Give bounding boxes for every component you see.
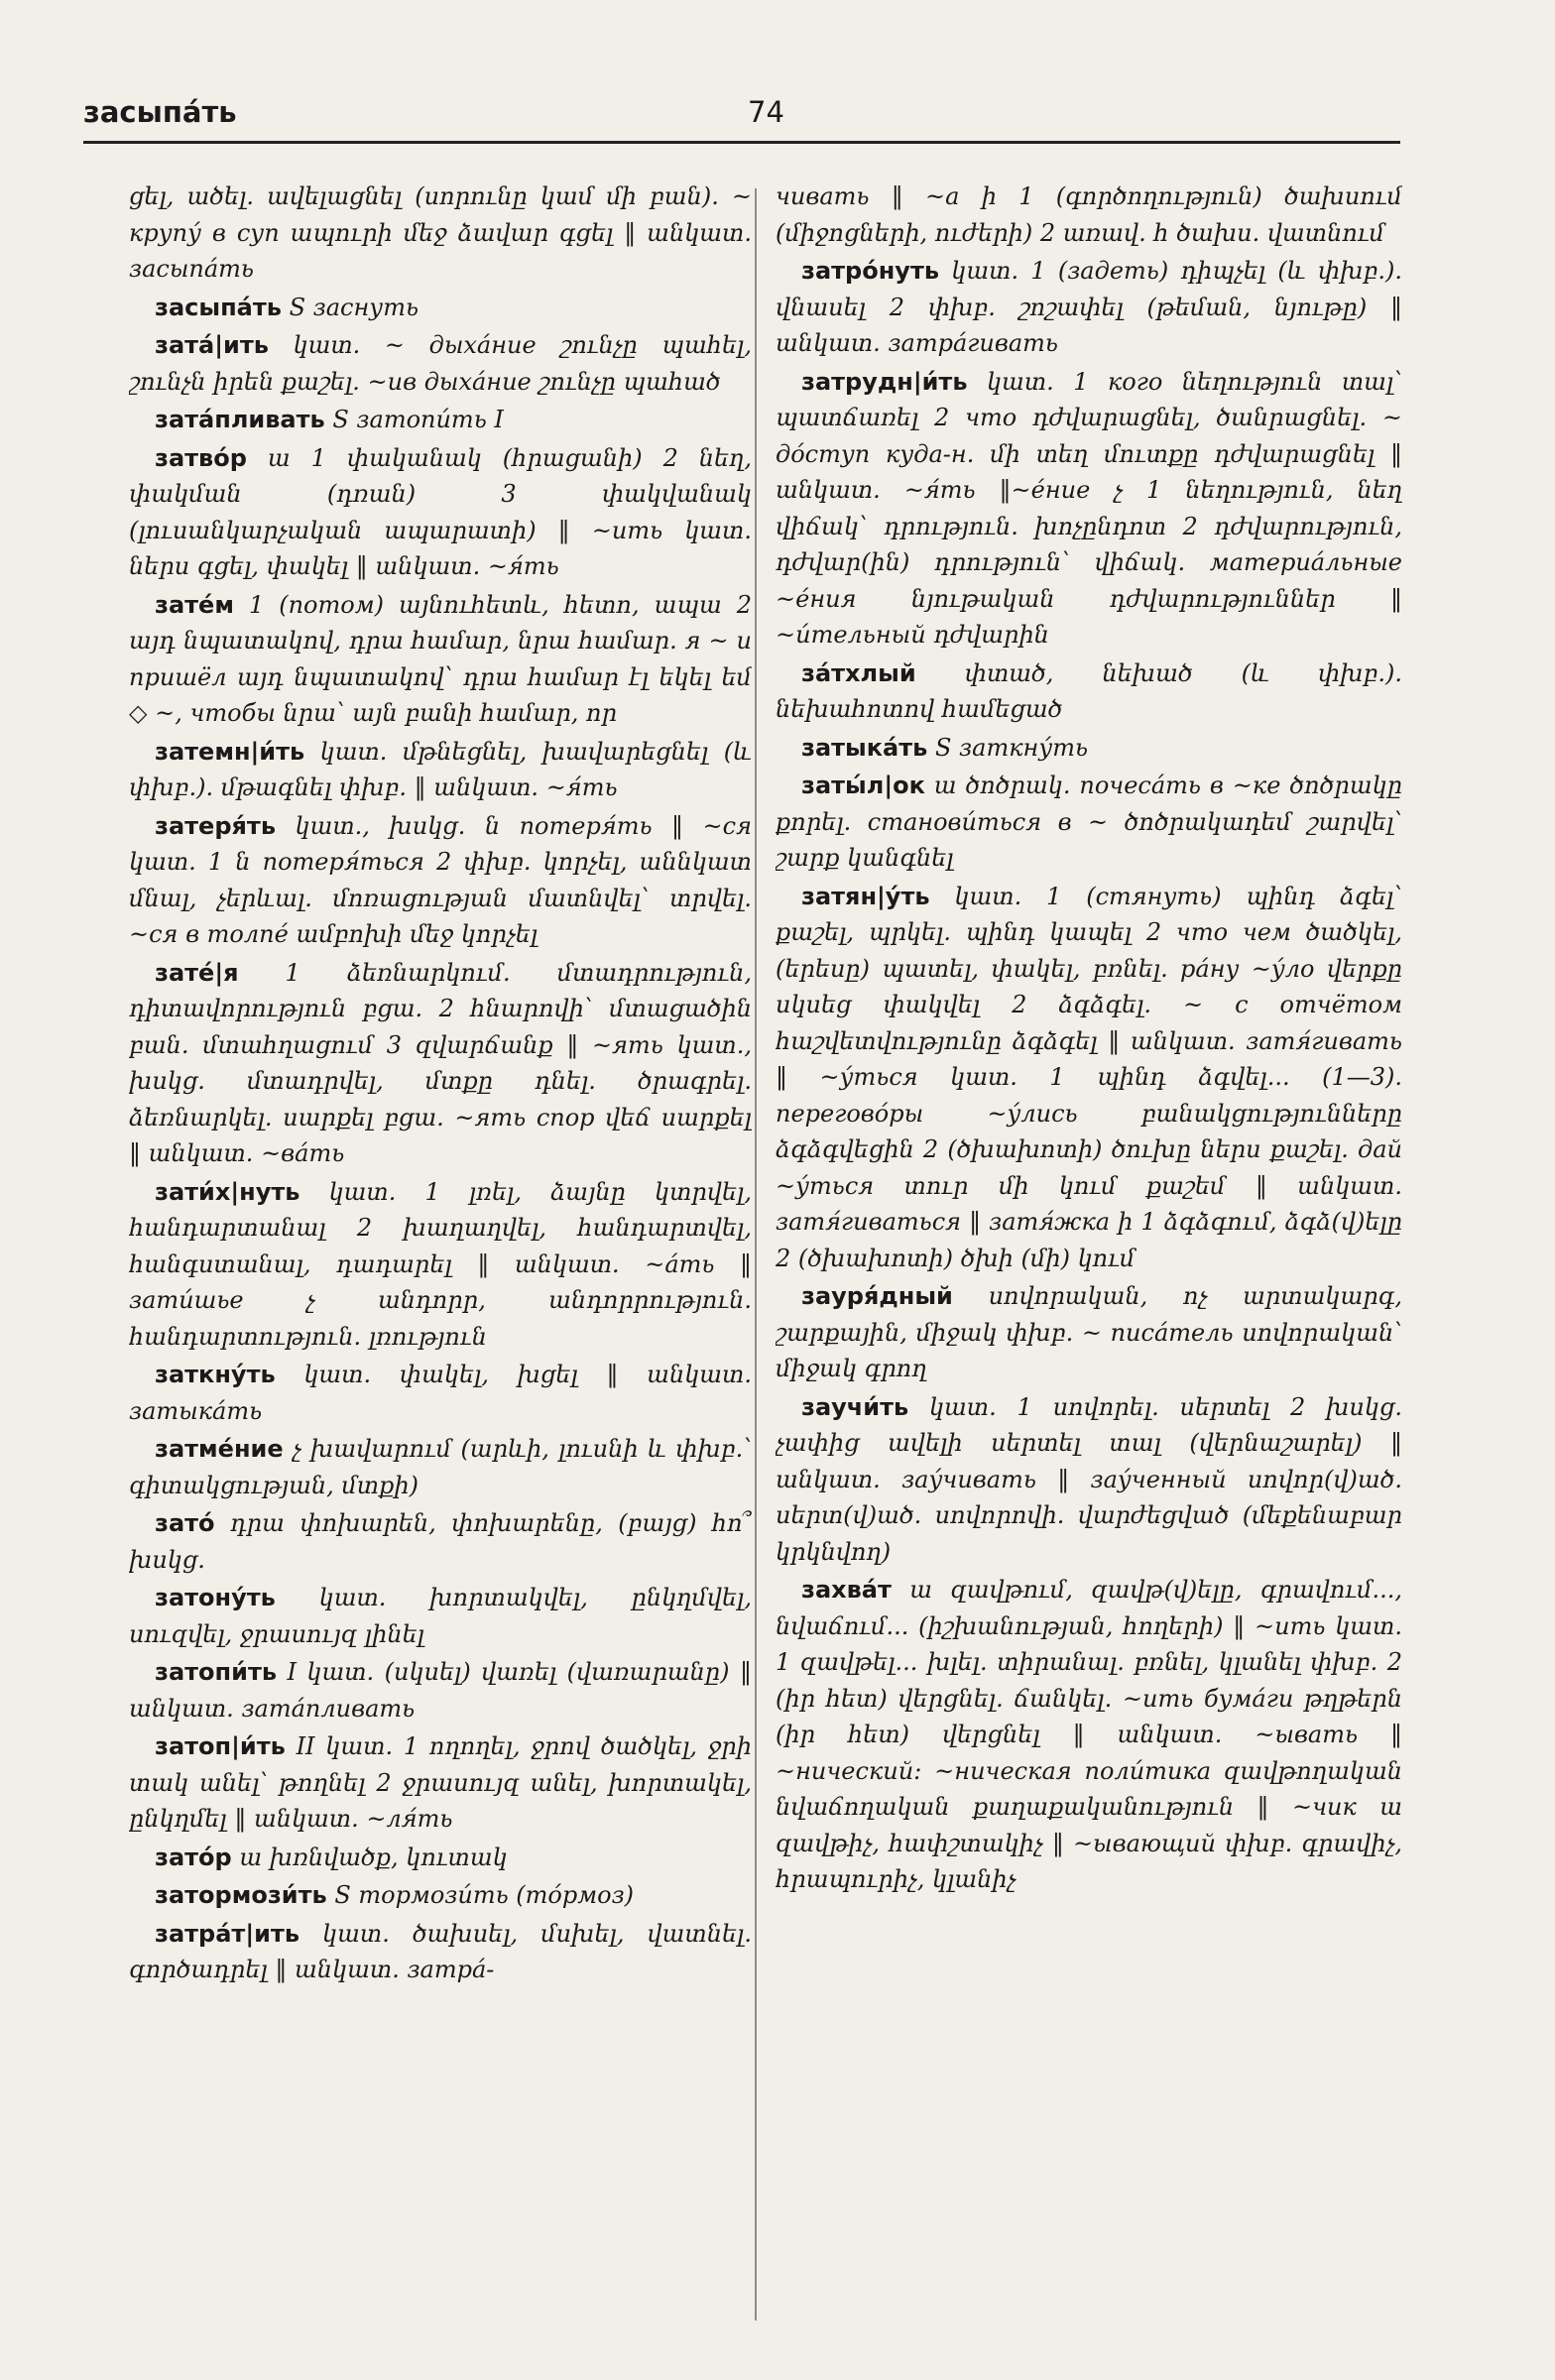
entry-definition: կատ. խորտակվել, ընկղմվել, սուզվել, ջրասույզ լինել [129,1584,752,1648]
entry-definition: S затопи́ть I [332,406,504,433]
dictionary-entry [129,440,752,585]
entry-definition: ա խռնվածք, կուտակ [239,1843,508,1871]
entry-definition: 1 ձեռնարկում. մտադրություն, դիտավորություն բցա. 2 հնարովի՝ մտացածին բան. մտահղացում 3 զվարճանք ‖ ~ять կատ., խսկց. մտադրվել, մտքը դնել. ծրագրել. ձեռնարկել. սարքել բցա. ~ять спор վեճ սարքել ‖ անկատ. ~ва́ть [129,958,752,1167]
dictionary-entry [129,1840,752,1876]
entry-definition: կատ. փակել, խցել ‖ անկատ. затыка́ть [129,1361,752,1425]
entry-headword: затемн|и́ть [155,737,305,766]
entry-definition: կատ. ~ дыха́ние շունչը պահել, շունչն իրեն քաշել. ~ив дыха́ние շունչը պահած [129,331,752,396]
entry-definition: փտած, նեխած (և փխբ.). նեխահոտով համեցած [776,658,1402,723]
entry-definition: կատ. ծախսել, մսխել, վատնել. գործադրել ‖ անկատ. затра́- [129,1919,752,1983]
entry-definition: I կատ. (սկսել) վառել (վառարանը) ‖ անկատ. зата́пливать [129,1658,752,1723]
dictionary-entry [776,730,1402,767]
dictionary-entry [129,327,752,400]
entry-headword: затян|у́ть [801,882,930,910]
dictionary-entry [129,290,752,326]
entry-definition: ա 1 փականակ (հրացանի) 2 նեղ, փակման (դռան) 3 փակվանակ (լուսանկարչական ապարատի) ‖ ~ить կատ. ներս գցել, փակել ‖ անկատ. ~я́ть [129,443,752,580]
entry-headword: зати́х|нуть [155,1177,300,1206]
page-header [83,95,1382,143]
dictionary-entry [129,402,752,438]
entry-headword: затеря́ть [155,811,277,840]
dictionary-entry [129,1877,752,1914]
entry-headword: зато́ [155,1509,215,1537]
entry-headword: зате́м [155,590,234,619]
entry-definition: ա զավթում, զավթ(վ)ելը, գրավում..., նվաճում... (իշխանության, հողերի) ‖ ~ить կատ. 1 զավթել... խլել. տիրանալ. բռնել, կլանել փխբ. 2 (իր հետ) վերցնել. ճանկել. ~ить бума́ги թղթերն (իր հետ) վերցնել ‖ անկատ. ~ывать ‖ ~нический: ~ническая поли́тика զավթողական նվաճողական քաղաքականություն ‖ ~чик ա զավթիչ, հափշտակիչ ‖ ~ывающий փխբ. գրավիչ, հրապուրիչ, կլանիչ [776,1576,1402,1893]
dictionary-entry [129,1505,752,1578]
entry-headword: затормози́ть [155,1881,327,1909]
entry-headword: затоп|и́ть [155,1732,286,1760]
dictionary-entry [776,1572,1402,1898]
entry-headword: заучи́ть [801,1392,909,1421]
entry-headword: затопи́ть [155,1658,278,1686]
entry-definition: կատ. 1 (задеть) դիպչել (և փխբ.). վնասել 2 փխբ. շոշափել (թեման, նյութը) ‖ անկատ. затра́гивать [776,257,1402,357]
dictionary-entry [129,1728,752,1838]
entry-headword: заткну́ть [155,1361,276,1388]
entry-headword: затра́т|ить [155,1919,300,1948]
entry-definition: կատ. մթնեցնել, խավարեցնել (և փխբ.). մթագնել փխբ. ‖ անկատ. ~я́ть [129,737,752,801]
entry-headword: зата́пливать [155,406,325,433]
continued-entry [776,178,1402,251]
dictionary-entry [776,879,1402,1277]
entry-headword: затрудн|и́ть [801,367,968,396]
entry-definition: սովորական, ոչ արտակարգ, շարքային, միջակ փխբ. ~ писа́тель սովորական՝ միջակ գրող [776,1282,1402,1382]
dictionary-entry [129,955,752,1172]
entry-definition: կատ. 1 кого նեղություն տալ՝ պատճառել 2 что դժվարացնել, ծանրացնել. ~ до́ступ куда-н. մի տեղ մուտքը դժվարացնել ‖ անկատ. ~я́ть ‖~е́ние չ 1 նեղություն, նեղ վիճակ՝ դրություն. խոչընդոտ 2 դժվարություն, դժվար(ին) դրություն՝ վիճակ. материа́льные ~е́ния նյութական դժվարություններ ‖ ~и́тельный դժվարին [776,367,1402,649]
entry-headword: зате́|я [155,958,239,987]
entry-headword: зато́р [155,1843,232,1871]
entry-headword: заты́л|ок [801,772,925,799]
dictionary-entry [776,768,1402,877]
entry-headword: захва́т [801,1576,892,1604]
dictionary-entry [129,734,752,806]
entry-headword: за́тхлый [801,658,916,687]
entry-definition: S тормози́ть (то́рмоз) [334,1881,635,1909]
entry-definition: չ խավարում (արևի, լուսնի և փխբ.՝ գիտակցության, մտքի) [129,1435,752,1499]
entry-definition: ա ծոծրակ. почеса́ть в ~ке ծոծրակը քորել. станови́ться в ~ ծոծրակադեմ շարվել՝ շարք կանգնել [776,772,1402,872]
entry-headword: засыпа́ть [155,293,282,321]
entry-headword: зауря́дный [801,1282,953,1310]
dictionary-entry [129,1174,752,1356]
entry-definition: դրա փոխարեն, փոխարենը, (բայց) հո՞ խսկց. [129,1509,752,1574]
dictionary-entry [129,1654,752,1726]
dictionary-entry [129,587,752,732]
entry-headword: затме́ние [155,1435,284,1463]
entry-headword: затво́р [155,443,247,472]
dictionary-entry [776,364,1402,654]
entry-definition: ցել, ածել. ավելացնել (սորունը կամ մի բան). ~ крупу́ в суп ապուրի մեջ ձավար գցել ‖ անկատ. засыпа́ть [129,182,752,283]
page-number: 74 [748,95,784,129]
entry-headword: затро́нуть [801,257,940,285]
right-column [776,178,1402,2320]
dictionary-entry [776,655,1402,728]
dictionary-entry [129,1357,752,1429]
entry-definition: կատ. 1 լռել, ձայնը կտրվել, հանդարտանալ 2 խաղաղվել, հանդարտվել, հանգստանալ, դադարել ‖ անկատ. ~а́ть ‖ зати́шье չ անդորր, անդորրություն. հանդարտություն. լռություն [129,1177,752,1351]
entry-definition: чивать ‖ ~а ի 1 (գործողություն) ծախսում (միջոցների, ուժերի) 2 առավ. հ ծախս. վատնում [776,182,1402,247]
dictionary-entry [129,1580,752,1652]
entry-headword: зата́|ить [155,331,269,359]
entry-definition: 1 (потом) այնուհետև, հետո, ապա 2 այդ նպատակով, դրա համար, նրա համար. я ~ и пришёл այդ նպատակով՝ դրա համար էլ եկել եմ ◇ ~, чтобы նրա՝ այն բանի համար, որ [129,590,752,727]
entry-headword: затону́ть [155,1584,276,1611]
continued-entry [129,178,752,288]
entry-definition: կատ. 1 սովորել. սերտել 2 խսկց. չափից ավելի սերտել տալ (վերնաշարել) ‖ անկատ. зау́чивать ‖ зау́ченный սովոր(վ)ած. սերտ(վ)ած. սովորովի. վարժեցված (մեքենաբար կրկնվող) [776,1392,1402,1566]
column-divider [755,188,757,2320]
entry-definition: S заткну́ть [934,733,1089,762]
entry-definition: կատ. 1 (стянуть) պինդ ձգել՝ քաշել, պրկել. պինդ կապել 2 что чем ծածկել, (երեսը) պատել, փակել, բռնել. ра́ну ~у́ло վերքը սկսեց փակվել 2 ձգձգել. ~ с отчётом հաշվետվությունը ձգձգել ‖ անկատ. затя́гивать ‖ ~у́ться կատ. 1 պինդ ձգվել... (1—3). перегово́ры ~у́лись բանակցությունները ձգձգվեցին 2 (ծխախոտի) ծուխը ներս քաշել. дай ~у́ться տուր մի կում քաշեմ ‖ անկատ. затя́гиваться ‖ затя́жка ի 1 ձգձգում, ձգձ(վ)ելը 2 (ծխախոտի) ծխի (մի) կում [776,882,1402,1272]
dictionary-entry [776,1278,1402,1387]
entry-definition: կատ., խսկց. ն потеря́ть ‖ ~ся կատ. 1 ն потеря́ться 2 փխբ. կորչել, աննկատ մնալ, չերևալ. մոռացության մատնվել՝ տրվել. ~ся в толпе́ ամբոխի մեջ կորչել [129,811,752,948]
left-column [129,178,752,2320]
dictionary-entry [129,1916,752,1988]
dictionary-entry [129,808,752,953]
dictionary-entry [776,253,1402,362]
header-rule [83,141,1400,144]
entry-definition: II կատ. 1 ողողել, ջրով ծածկել, ջրի տակ անել՝ թողնել 2 ջրասույզ անել, խորտակել, ընկղմել ‖ անկատ. ~ля́ть [129,1732,752,1833]
dictionary-entry [776,1389,1402,1571]
entry-headword: затыка́ть [801,733,928,762]
running-head: засыпа́ть [83,95,237,129]
dictionary-entry [129,1431,752,1503]
entry-definition: S заснуть [289,293,419,321]
